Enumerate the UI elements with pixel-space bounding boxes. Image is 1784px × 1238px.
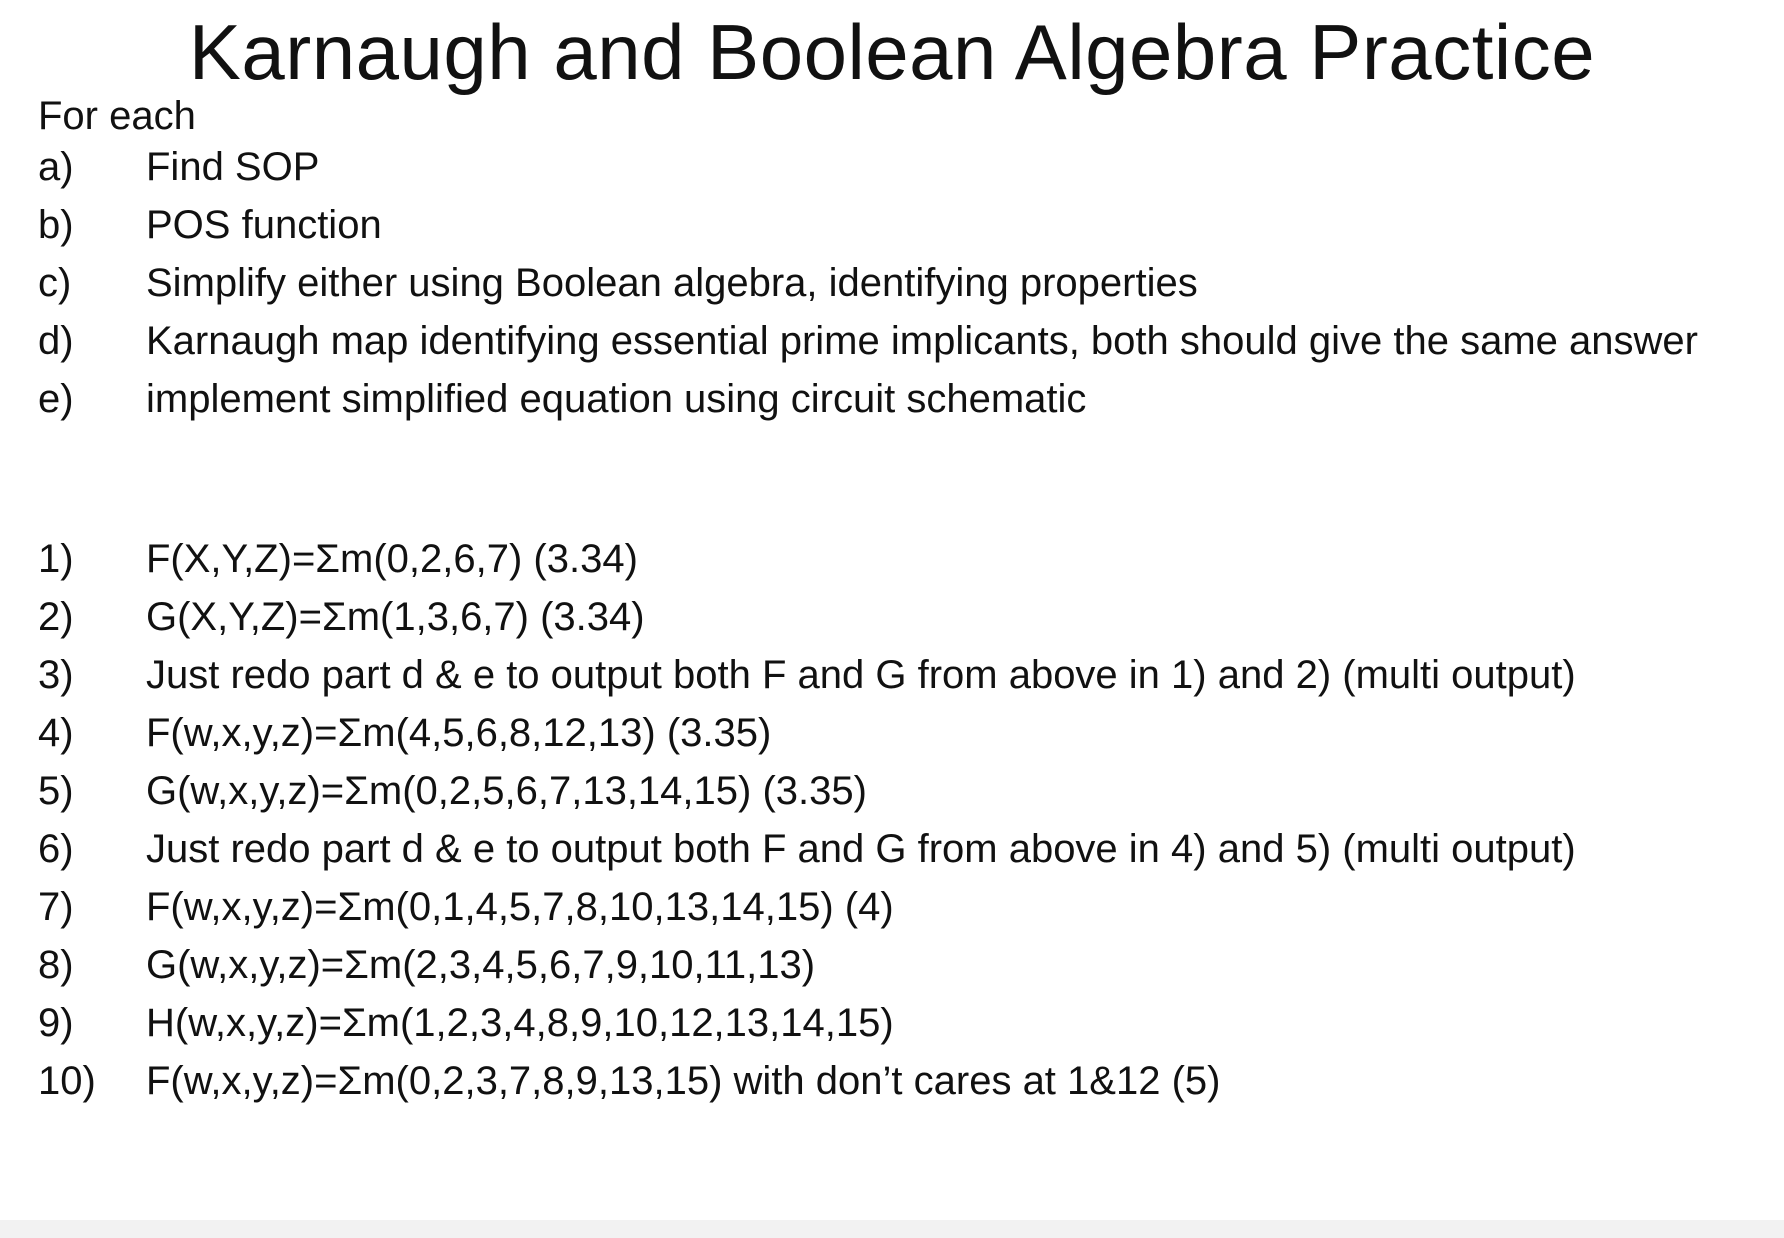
list-item-text: implement simplified equation using circuit schematic — [146, 377, 1087, 421]
list-item-text: POS function — [146, 203, 382, 247]
list-marker: 10) — [38, 1059, 96, 1103]
page-title: Karnaugh and Boolean Algebra Practice — [188, 8, 1596, 96]
list-item-problem-10 — [38, 1058, 1706, 1104]
list-marker: 5) — [38, 769, 74, 813]
list-marker: 9) — [38, 1001, 74, 1045]
list-item-part-e — [38, 376, 1706, 422]
list-marker: 6) — [38, 827, 74, 871]
list-item-problem-5 — [38, 768, 1706, 814]
list-item-text: Karnaugh map identifying essential prime implicants, both should give the same answer — [146, 319, 1698, 363]
list-item-text: G(w,x,y,z)=Σm(0,2,5,6,7,13,14,15) (3.35) — [146, 769, 867, 813]
list-marker: 1) — [38, 537, 74, 581]
slide-bottom-band — [0, 1220, 1784, 1238]
list-item-text: F(w,x,y,z)=Σm(0,1,4,5,7,8,10,13,14,15) (4) — [146, 885, 894, 929]
list-item-text: F(w,x,y,z)=Σm(0,2,3,7,8,9,13,15) with don’t cares at 1&12 (5) — [146, 1059, 1221, 1103]
list-marker: e) — [38, 377, 74, 421]
list-marker: a) — [38, 145, 74, 189]
list-marker: 4) — [38, 711, 74, 755]
list-marker: d) — [38, 319, 74, 363]
parts-list — [38, 144, 1706, 434]
list-item-text: Just redo part d & e to output both F and G from above in 4) and 5) (multi output) — [146, 827, 1576, 871]
list-marker: 8) — [38, 943, 74, 987]
list-item-text: G(X,Y,Z)=Σm(1,3,6,7) (3.34) — [146, 595, 645, 639]
list-item-text: Find SOP — [146, 145, 320, 189]
list-item-problem-9 — [38, 1000, 1706, 1046]
list-item-text: Just redo part d & e to output both F and G from above in 1) and 2) (multi output) — [146, 653, 1576, 697]
problems-list — [38, 536, 1706, 1116]
list-item-text: H(w,x,y,z)=Σm(1,2,3,4,8,9,10,12,13,14,15) — [146, 1001, 894, 1045]
list-item-problem-8 — [38, 942, 1706, 988]
intro-text: For each — [38, 94, 196, 138]
list-item-text: G(w,x,y,z)=Σm(2,3,4,5,6,7,9,10,11,13) — [146, 943, 816, 987]
list-item-text: F(X,Y,Z)=Σm(0,2,6,7) (3.34) — [146, 537, 638, 581]
list-marker: 2) — [38, 595, 74, 639]
list-item-part-a — [38, 144, 1706, 190]
list-item-problem-3 — [38, 652, 1706, 698]
list-item-part-b — [38, 202, 1706, 248]
list-item-text: F(w,x,y,z)=Σm(4,5,6,8,12,13) (3.35) — [146, 711, 772, 755]
list-item-problem-1 — [38, 536, 1706, 582]
list-item-problem-4 — [38, 710, 1706, 756]
list-item-problem-2 — [38, 594, 1706, 640]
list-item-text: Simplify either using Boolean algebra, identifying properties — [146, 261, 1198, 305]
list-item-problem-7 — [38, 884, 1706, 930]
list-item-part-c — [38, 260, 1706, 306]
list-item-problem-6 — [38, 826, 1706, 872]
list-marker: b) — [38, 203, 74, 247]
list-marker: c) — [38, 261, 72, 305]
list-marker: 3) — [38, 653, 74, 697]
list-item-part-d — [38, 318, 1706, 364]
list-marker: 7) — [38, 885, 74, 929]
